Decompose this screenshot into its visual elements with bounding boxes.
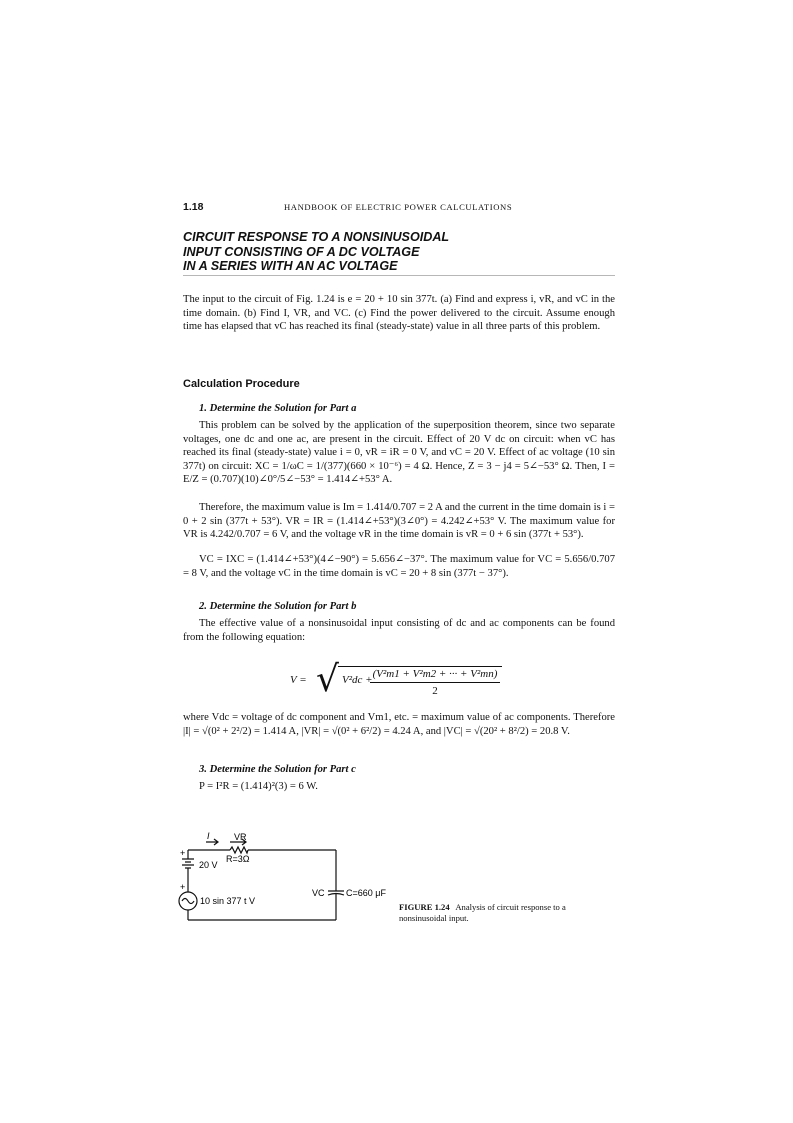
intro-paragraph: The input to the circuit of Fig. 1.24 is e = 20 + 10 sin 377t. (a) Find and express i, vR, and vC in the time domain. (b) Find I, VR, and VC. (c) Find the power delivered to the circuit. Assume enough time has elapsed that vC has reached its final (steady-state) value in all three parts of this problem.	[183, 294, 615, 333]
figure-label: FIGURE 1.24	[399, 902, 450, 912]
section-title	[183, 230, 615, 274]
fraction-bar	[370, 682, 500, 683]
equation-numerator: (V²m1 + V²m2 + ··· + V²mn)	[372, 668, 498, 680]
section-divider	[183, 275, 615, 276]
vr-label: VR	[234, 832, 247, 842]
step-1-paragraph-2: Therefore, the maximum value is Im = 1.414/0.707 = 2 A and the current in the time domain is i = 0 + 2 sin (377t + 53°). VR = IR = (1.414∠+53°)(3∠0°) = 4.242∠+53° V. The maximum value for VR is 4.242/0.707 = 6 V, and the voltage vR in the time domain is vR = 0 + 6 sin (377t + 53°).	[183, 502, 615, 541]
procedure-heading: Calculation Procedure	[183, 378, 300, 390]
section-title-line-1: CIRCUIT RESPONSE TO A NONSINUSOIDAL	[183, 230, 450, 244]
current-label: I	[207, 831, 210, 841]
circuit-diagram	[178, 831, 386, 927]
root-vinculum	[338, 666, 502, 667]
rms-equation	[290, 659, 510, 702]
dc-source-label: 20 V	[199, 860, 218, 870]
step-2-paragraph-2: where Vdc = voltage of dc component and Vm1, etc. = maximum value of ac components. Therefore |I| = √(0² + 2²/2) = 1.414 A, |VR| = √(0² + 6²/2) = 4.24 A, and |VC| = √(20² + 8²/2) = 20.8 V.	[183, 712, 615, 737]
figure-caption-text: Analysis of circuit response to a nonsinusoidal input.	[399, 902, 566, 923]
step-1-heading: 1. Determine the Solution for Part a	[199, 403, 357, 414]
step-3-paragraph: P = I²R = (1.414)²(3) = 6 W.	[199, 781, 318, 792]
resistor-label: R=3Ω	[226, 854, 250, 864]
running-title: HANDBOOK OF ELECTRIC POWER CALCULATIONS	[284, 202, 513, 212]
equation-lhs: V =	[290, 674, 307, 686]
resistor-symbol	[230, 847, 248, 853]
step-2-paragraph-1: The effective value of a nonsinusoidal input consisting of dc and ac components can be found from the following equation:	[183, 618, 615, 643]
figure-caption	[399, 902, 615, 924]
ac-plus-sign: +	[180, 882, 186, 892]
sine-wave-icon	[182, 899, 194, 904]
section-title-line-3: IN A SERIES WITH AN AC VOLTAGE	[183, 259, 398, 274]
step-1-paragraph-3: VC = IXC = (1.414∠+53°)(4∠−90°) = 5.656∠−37°. The maximum value for VC = 5.656/0.707 = 8 V, and the voltage vC in the time domain is vC = 20 + 8 sin (377t − 37°).	[183, 554, 615, 579]
page-number: 1.18	[183, 201, 204, 213]
ac-source-label: 10 sin 377 t V	[200, 896, 256, 906]
vc-label: VC	[312, 888, 325, 898]
equation-dc-term: V²dc +	[342, 674, 373, 686]
square-root-sign: √	[316, 659, 339, 700]
section-title-line-2: INPUT CONSISTING OF A DC VOLTAGE	[183, 244, 420, 259]
step-2-heading: 2. Determine the Solution for Part b	[199, 601, 357, 612]
step-1-paragraph-1: This problem can be solved by the application of the superposition theorem, since two separate voltages, one dc and one ac, are present in the circuit. Effect of 20 V dc on circuit: when vC has reached its final (steady-state) value i = 0, vR = iR = 0 V, and vC = 20 V. Effect of ac voltage (10 sin 377t) on circuit: XC = 1/ωC = 1/(377)(660 × 10⁻⁶) = 4 Ω. Hence, Z = 3 − j4 = 5∠−53° Ω. Then, I = E/Z = (0.707)(10)∠0°/5∠−53° = 1.414∠+53° A.	[183, 420, 615, 486]
step-3-heading: 3. Determine the Solution for Part c	[199, 764, 356, 775]
running-header	[183, 201, 615, 215]
battery-symbol	[182, 859, 194, 868]
dc-plus-sign: +	[180, 848, 186, 858]
capacitor-label: C=660 μF	[346, 888, 386, 898]
equation-denominator: 2	[432, 685, 438, 697]
